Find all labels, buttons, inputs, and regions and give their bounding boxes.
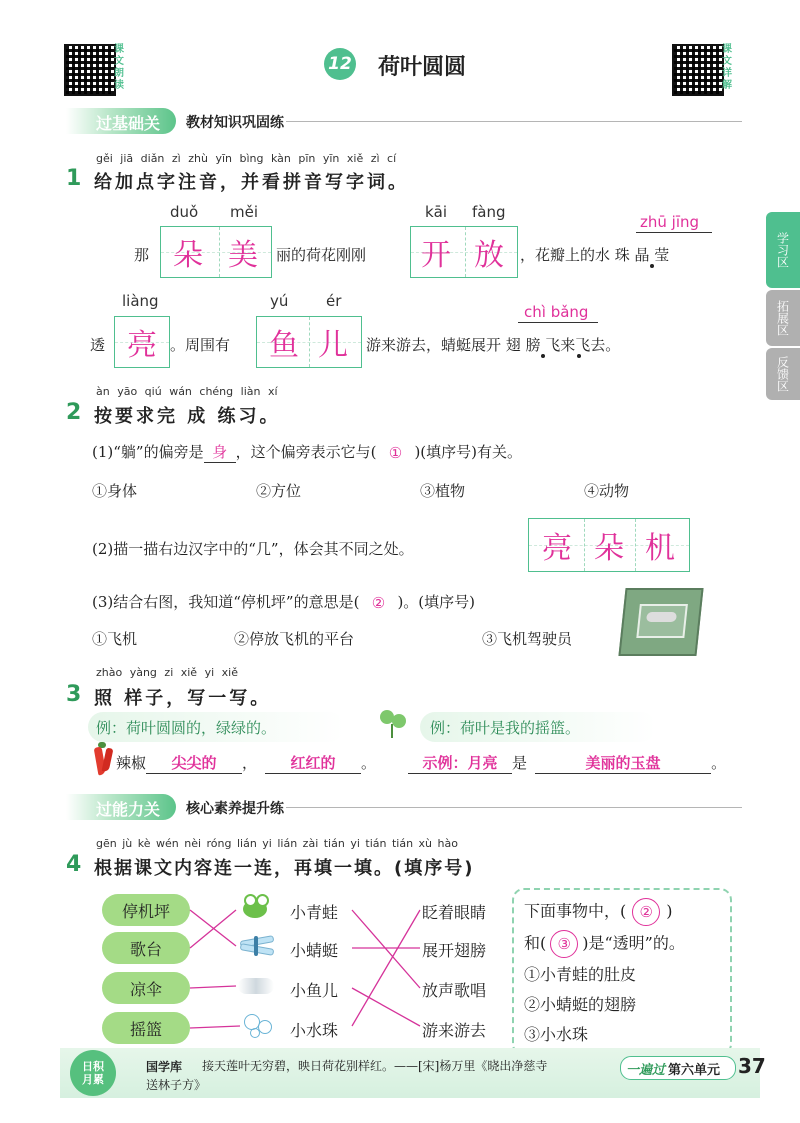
q3-period1: 。 [361, 754, 377, 772]
q2-sub1-option-c: ③植物 [420, 482, 466, 500]
left-item-liang-san[interactable]: 凉伞 [102, 972, 190, 1004]
q2-sub1-option-b: ②方位 [256, 482, 302, 500]
q3-pinyin: zhào yàng zi xiě yi xiě [96, 666, 238, 679]
q2-sub2: (2)描一描右边汉字中的“几”，体会其不同之处。 [92, 540, 414, 558]
answer-yu: 鱼 [269, 328, 299, 363]
py-mei: měi [230, 203, 259, 221]
side-tab-study[interactable]: 学习区 [766, 212, 800, 288]
answer-liang: 亮 [127, 328, 157, 363]
q1-pinyin: gěi jiā diǎn zì zhù yīn bìng kàn pīn yīn xiě zì cí [96, 152, 397, 165]
footer-brand: 一遍过 [626, 1063, 666, 1078]
q4-fill-line2 [524, 930, 685, 958]
q3-subject: 辣椒 [116, 754, 147, 772]
q3-answer2-prefix[interactable]: 示例：月亮 [408, 752, 512, 774]
q1-line1-suffix: ，花瓣上的水 珠 晶 莹 [520, 246, 670, 264]
right-item-sing[interactable]: 放声歌唱 [422, 981, 487, 1000]
q2-sub1-option-d: ④动物 [584, 482, 630, 500]
q1-number: 1 [66, 166, 82, 191]
trace-char-liang[interactable]: 亮 [542, 531, 572, 566]
middle-item-fish[interactable]: 小鱼儿 [290, 981, 339, 1000]
banner-ability-tag: 过能力关 [96, 800, 161, 819]
qr-left-label: 课文朗读 [114, 44, 124, 91]
q1-line2-mid: 。周围有 [170, 336, 231, 354]
q1-line2-prefix: 透 [90, 336, 106, 354]
footer-poem-line2: 送林子方》 [146, 1078, 207, 1092]
py-zhu-jing: zhū jīng [640, 213, 700, 231]
py-fang: fàng [472, 203, 506, 221]
footer-badge [70, 1050, 116, 1096]
q3-blank3[interactable]: 美丽的玉盘 [535, 752, 711, 774]
answer-mei: 美 [219, 227, 266, 277]
middle-item-dragonfly[interactable]: 小蜻蜓 [290, 941, 339, 960]
match-line-yaolan-droplet [190, 1026, 240, 1028]
lesson-number: 12 [328, 54, 352, 74]
match-line-frog-sing [352, 910, 420, 988]
q4-question: 根据课文内容连一连，再填一填。(填序号) [94, 858, 475, 879]
q4-fill-option-c: ③小水珠 [524, 1025, 589, 1044]
answer-er: 儿 [309, 317, 356, 367]
q2-sub3-end: )。(填序号) [397, 593, 476, 611]
q2-pinyin: àn yāo qiú wán chéng liàn xí [96, 385, 278, 398]
q1-question: 给加点字注音，并看拼音写字词。 [94, 172, 409, 193]
page-number: 37 [738, 1054, 766, 1078]
q3-example2: 例：荷叶是我的摇篮。 [430, 719, 581, 737]
q2-sub3-option-a: ①飞机 [92, 630, 138, 648]
q3-question: 照 样子，写一写。 [94, 688, 272, 709]
q3-blank1[interactable]: 尖尖的 [146, 752, 242, 774]
footer-badge-text: 日积月累 [82, 1060, 104, 1086]
right-item-swim[interactable]: 游来游去 [422, 1021, 487, 1040]
middle-item-droplet[interactable]: 小水珠 [290, 1021, 339, 1040]
page-title: 荷叶圆圆 [378, 55, 467, 80]
py-duo: duǒ [170, 203, 199, 221]
left-item-ting-ji-ping[interactable]: 停机坪 [102, 894, 190, 926]
q4-fill-answer2[interactable]: ③ [550, 930, 578, 958]
py-er: ér [326, 292, 342, 310]
q1-line1-mid: 丽的荷花刚刚 [276, 246, 367, 264]
banner-basic-tag: 过基础关 [96, 114, 161, 133]
py-chi-bang: chì bǎng [524, 303, 589, 321]
q2-sub1-prefix: (1)“躺”的偏旁是 [92, 443, 204, 461]
trace-char-ji[interactable]: 机 [635, 519, 684, 571]
py-liang: liàng [122, 292, 159, 310]
qr-right-label: 课文详解 [722, 44, 732, 91]
q4-fill-line1-end: ) [666, 901, 673, 921]
right-item-wings[interactable]: 展开翅膀 [422, 941, 487, 960]
q1-line1-prefix: 那 [134, 246, 150, 264]
trace-char-duo[interactable]: 朵 [584, 519, 633, 571]
q2-number: 2 [66, 400, 82, 425]
q4-number: 4 [66, 852, 82, 877]
q3-example1: 例：荷叶圆圆的，绿绿的。 [96, 719, 277, 737]
py-kai: kāi [425, 203, 448, 221]
answer-fang: 放 [465, 227, 512, 277]
q2-question: 按要求完 成 练习。 [94, 406, 281, 427]
q4-pinyin: gēn jù kè wén nèi róng lián yi lián zài tián yi tián tián xù hào [96, 837, 458, 850]
q4-fill-answer1[interactable]: ② [632, 898, 660, 926]
match-line-liangsan-fish [190, 986, 236, 988]
q2-sub1-blank[interactable]: 身 [204, 441, 236, 463]
q4-fill-line2-prefix: 和( [524, 933, 547, 953]
q4-fill-option-a: ①小青蛙的肚皮 [524, 965, 637, 984]
footer-label: 国学库 [146, 1060, 183, 1074]
right-item-blink[interactable]: 眨着眼睛 [422, 903, 487, 922]
banner-basic-sub: 教材知识巩固练 [186, 115, 284, 131]
left-item-yao-lan[interactable]: 摇篮 [102, 1012, 190, 1044]
q1-line2-suffix: 游来游去，蜻蜓展开 翅 膀 飞来飞去。 [366, 336, 621, 354]
left-item-ge-tai[interactable]: 歌台 [102, 932, 190, 964]
answer-kai: 开 [421, 238, 451, 273]
banner-ability-sub: 核心素养提升练 [186, 801, 284, 817]
q2-sub1-end: )(填序号)有关。 [414, 443, 523, 461]
q3-period2: 。 [711, 754, 727, 772]
q2-sub1-option-a: ①身体 [92, 482, 138, 500]
answer-duo: 朵 [173, 238, 203, 273]
q3-blank2[interactable]: 红红的 [265, 752, 361, 774]
q2-sub3-option-c: ③飞机驾驶员 [482, 630, 573, 648]
q2-sub3-option-b: ②停放飞机的平台 [234, 630, 355, 648]
match-line-droplet-blink [352, 910, 420, 1026]
q4-fill-line2-end: )是“透明”的。 [582, 933, 685, 953]
q3-number: 3 [66, 682, 82, 707]
match-line-fish-swim [352, 988, 420, 1026]
q2-sub3-prefix: (3)结合右图，我知道“停机坪”的意思是( [92, 593, 360, 611]
side-tab-extend[interactable]: 拓展区 [766, 290, 800, 346]
q2-sub3-answer[interactable]: ② [371, 594, 386, 612]
footer-unit: 第六单元 [668, 1063, 721, 1078]
side-tab-feedback[interactable]: 反馈区 [766, 348, 800, 400]
q3-connector: 是 [512, 754, 528, 772]
q4-fill-line1 [524, 898, 673, 926]
py-yu: yú [270, 292, 289, 310]
q3-comma: ， [242, 754, 258, 772]
footer-poem-line1: 接天莲叶无穷碧，映日荷花别样红。——[宋]杨万里《晓出净慈寺 [202, 1059, 548, 1073]
q4-fill-option-b: ②小蜻蜓的翅膀 [524, 995, 637, 1014]
middle-item-frog[interactable]: 小青蛙 [290, 903, 339, 922]
q2-sub1-suffix: ，这个偏旁表示它与( [235, 443, 377, 461]
q2-sub1-answer[interactable]: ① [388, 444, 403, 462]
q4-fill-line1-prefix: 下面事物中，( [524, 901, 627, 921]
